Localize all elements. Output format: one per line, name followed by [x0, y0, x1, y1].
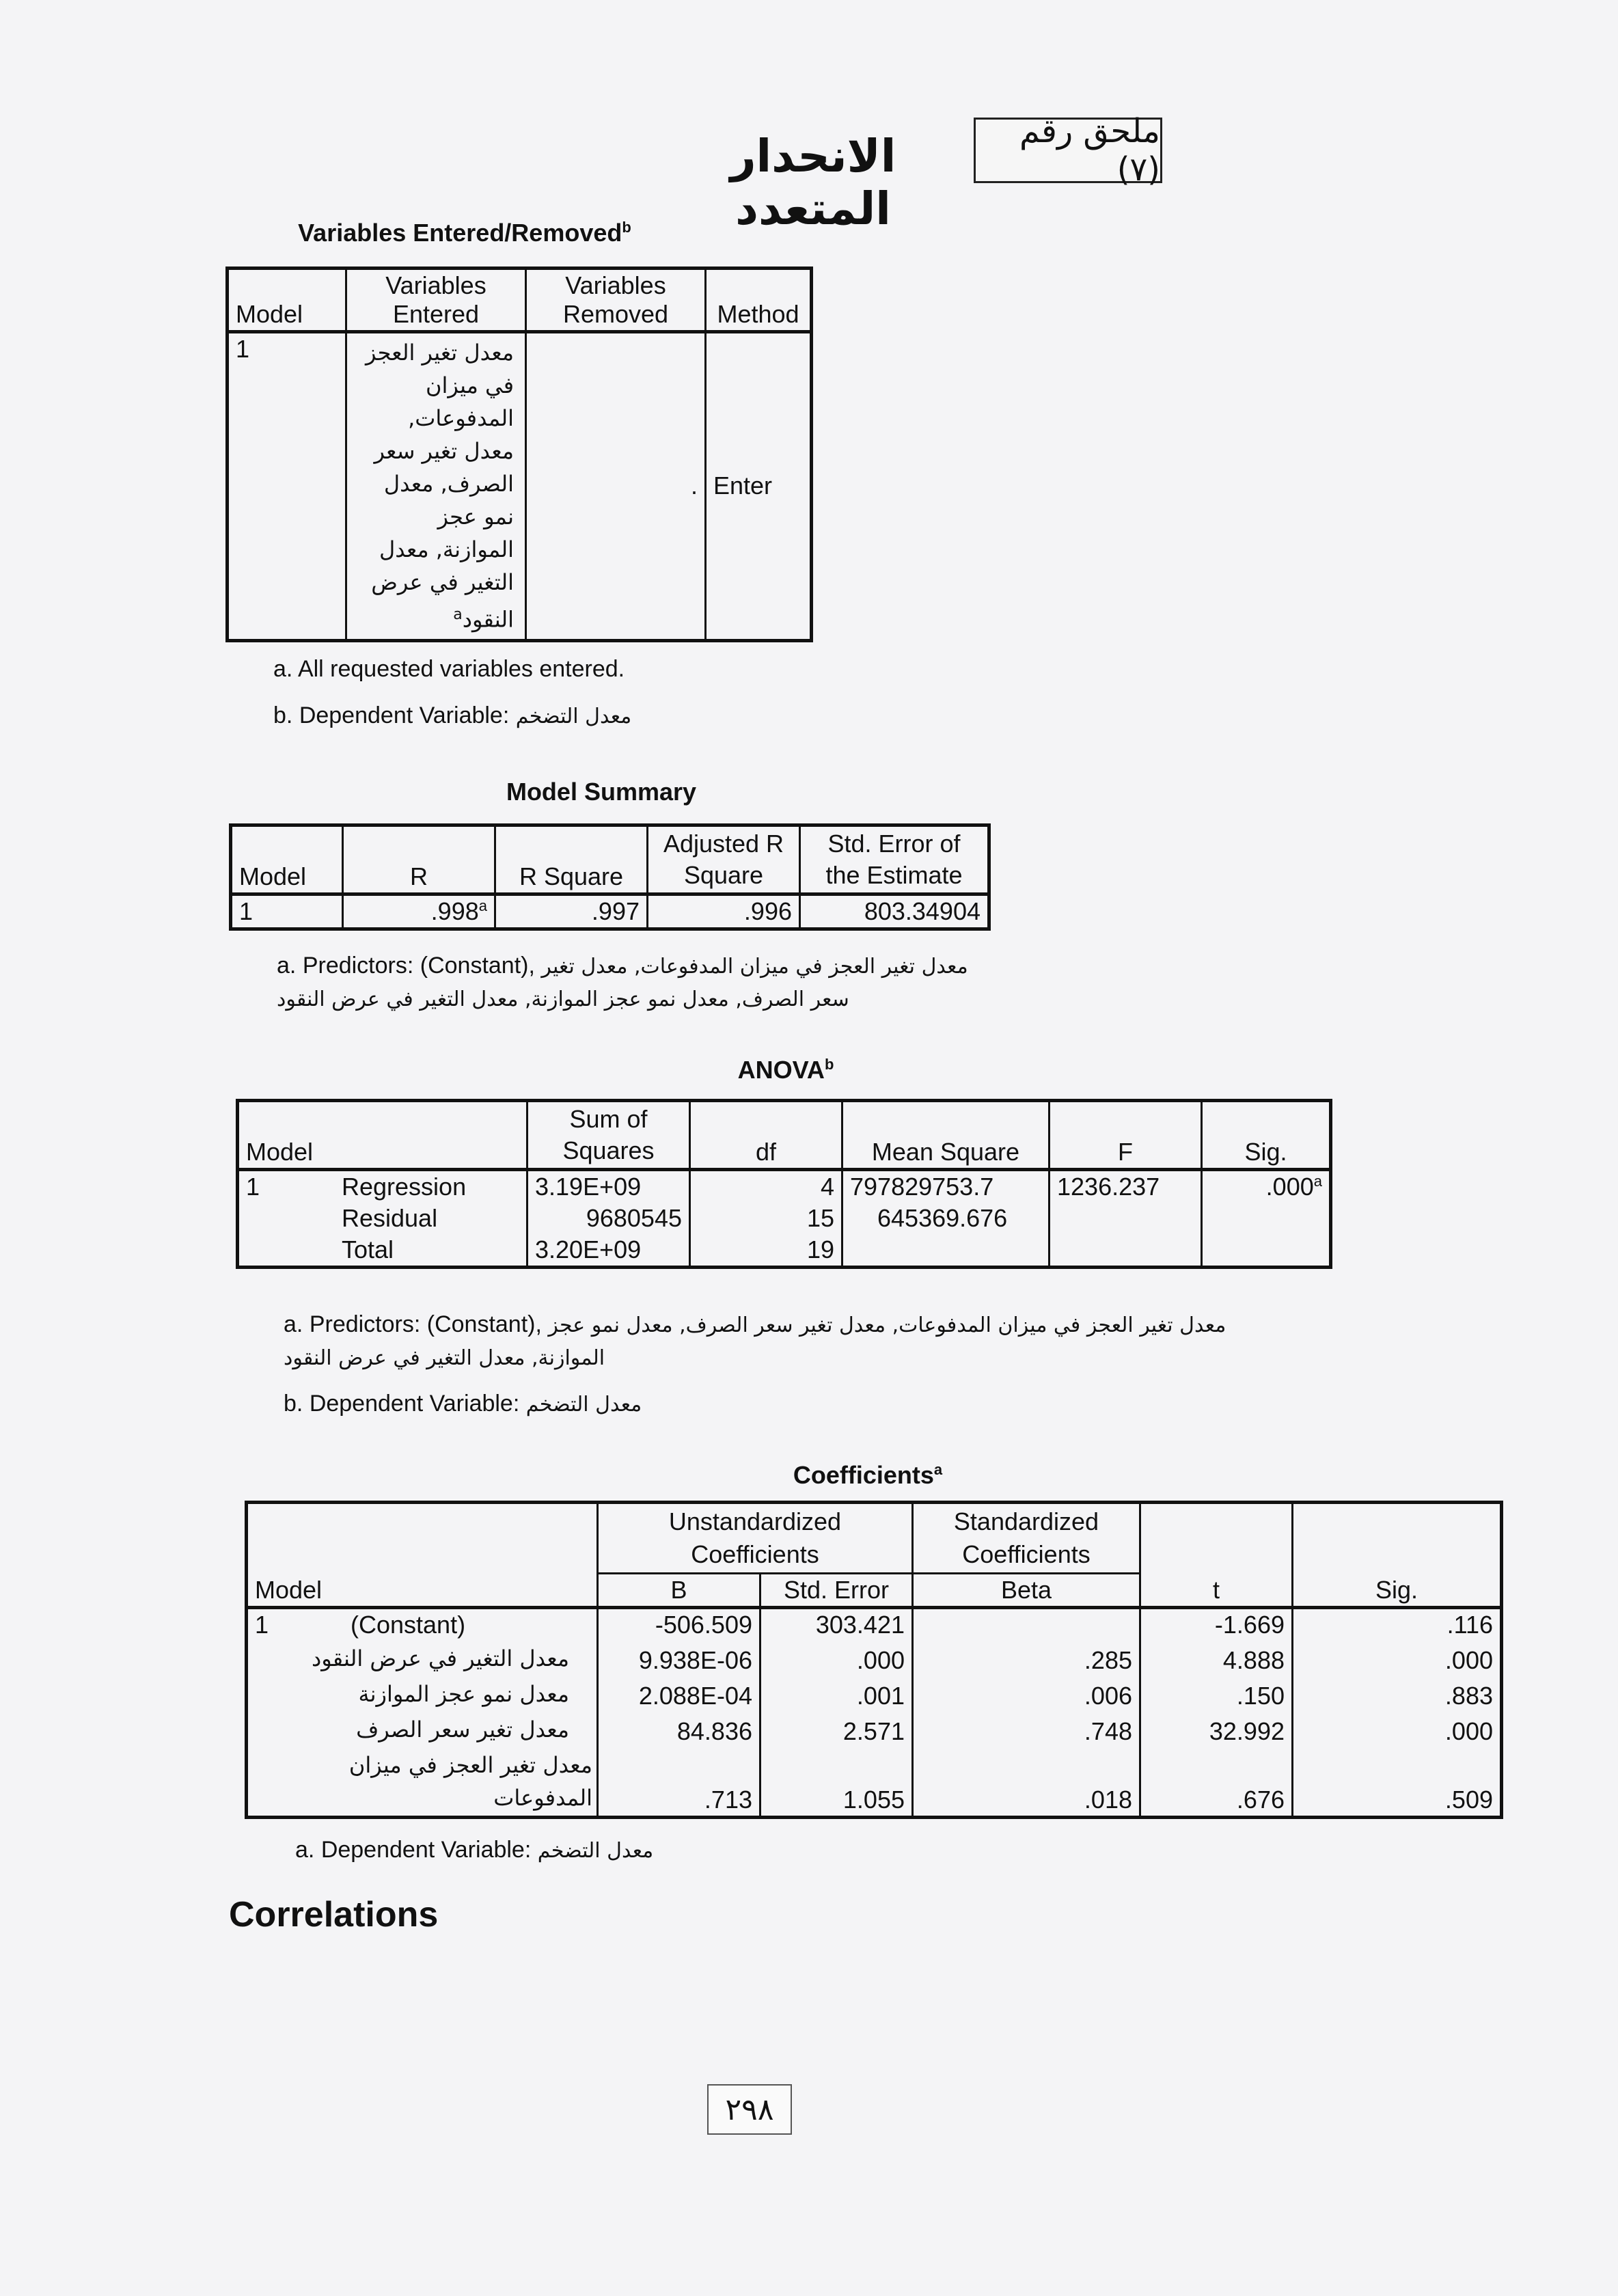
correlations-heading: Correlations [229, 1895, 439, 1935]
beta-value: .006 [913, 1676, 1140, 1712]
header-beta: Beta [913, 1574, 1140, 1608]
table-row [247, 1608, 1502, 1641]
row-label: معدل تغير العجز في ميزان المدفوعات [247, 1747, 598, 1818]
table-row [238, 1170, 1331, 1203]
header-mean-square: Mean Square [842, 1101, 1050, 1170]
se-value: .001 [760, 1676, 913, 1712]
model-number: 1 [231, 894, 343, 929]
beta-value: .285 [913, 1641, 1140, 1676]
header-sum-of-squares: Sum of Squares [527, 1101, 690, 1170]
sig-value: .883 [1444, 1682, 1493, 1710]
row-label: معدل تغير سعر الصرف [247, 1712, 598, 1747]
residual-label: Residual [238, 1203, 527, 1234]
model-summary-note-a: a. Predictors: (Constant), معدل تغير العجز في ميزان المدفوعات, معدل تغير سعر الصرف, معدل نمو عجز الموازنة, معدل التغير في عرض النقود [277, 953, 968, 1011]
se-value: 303.421 [760, 1608, 913, 1641]
variables-table [225, 266, 813, 642]
variables-table-title: Variables Entered/Removed$^b$ [298, 219, 631, 247]
regression-f: 1236.237 [1050, 1170, 1202, 1203]
t-value: .676 [1140, 1747, 1293, 1818]
row-label: معدل نمو عجز الموازنة [247, 1676, 598, 1712]
regression-label: 1 Regression [238, 1170, 527, 1203]
header-sig: Sig. [1375, 1576, 1418, 1604]
header-model: Model [247, 1503, 598, 1608]
page-number: ٢٩٨ [707, 2084, 792, 2135]
row-label: 1 (Constant) [247, 1608, 598, 1641]
b-value: .713 [598, 1747, 760, 1818]
b-value: 84.836 [598, 1712, 760, 1747]
model-summary-table [229, 823, 991, 931]
residual-ms: 645369.676 [842, 1203, 1050, 1234]
header-df: df [690, 1101, 842, 1170]
b-value: -506.509 [598, 1608, 760, 1641]
std-error-value: 803.34904 [864, 897, 981, 925]
t-value: .150 [1140, 1676, 1293, 1712]
table-row [247, 1676, 1502, 1712]
total-label: Total [238, 1234, 527, 1268]
variables-entered-cell: معدل تغير العجز في ميزان المدفوعات, معدل تغير سعر الصرف, معدل نمو عجز الموازنة, معدل التغير في عرض النقود$^a$ [346, 332, 526, 641]
table-row [238, 1234, 1331, 1268]
se-value: 2.571 [760, 1712, 913, 1747]
header-t: t [1140, 1503, 1293, 1608]
b-value: 9.938E-06 [598, 1641, 760, 1676]
coefficients-note-a: a. Dependent Variable: معدل التضخم [295, 1837, 654, 1863]
adjusted-r-square-value: .996 [648, 894, 800, 929]
beta-value: .748 [913, 1712, 1140, 1747]
anova-title: ANOVA$^b$ [737, 1056, 834, 1084]
r-value: .998$^a$ [343, 894, 495, 929]
regression-ms: 797829753.7 [842, 1170, 1050, 1203]
r-square-value: .997 [495, 894, 648, 929]
header-f: F [1050, 1101, 1202, 1170]
model-summary-title: Model Summary [506, 778, 697, 806]
residual-ss: 9680545 [527, 1203, 690, 1234]
method-cell: Enter [713, 472, 773, 500]
header-variables-removed: Variables Removed [526, 269, 706, 332]
anova-note-a: a. Predictors: (Constant), معدل تغير العجز في ميزان المدفوعات, معدل تغير سعر الصرف, معدل نمو عجز الموازنة, معدل التغير في عرض النقود [284, 1311, 1226, 1370]
header-std-error: Std. Error of the Estimate [825, 830, 963, 889]
note-a: a. All requested variables entered. [273, 656, 625, 682]
header-method: Method [717, 300, 799, 328]
b-value: 2.088E-04 [598, 1676, 760, 1712]
header-adjusted-r-square: Adjusted R Square [648, 825, 800, 894]
regression-ss: 3.19E+09 [527, 1170, 690, 1203]
total-df: 19 [690, 1234, 842, 1268]
annex-label: ملحق رقم (٧) [974, 118, 1162, 183]
beta-value: .018 [913, 1747, 1140, 1818]
header-b: B [598, 1574, 760, 1608]
anova-table [236, 1099, 1332, 1269]
header-std-error: Std. Error [760, 1574, 913, 1608]
page-title: الانحدار المتعدد [730, 130, 896, 235]
t-value: 32.992 [1140, 1712, 1293, 1747]
header-unstandardized: Unstandardized Coefficients [598, 1503, 913, 1574]
regression-df: 4 [690, 1170, 842, 1203]
residual-sig [1202, 1203, 1331, 1234]
header-sig: Sig. [1244, 1138, 1287, 1166]
se-value: 1.055 [760, 1747, 913, 1818]
header-r: R [343, 825, 495, 894]
table-row [247, 1641, 1502, 1676]
coefficients-title: Coefficients$^a$ [793, 1461, 943, 1489]
sig-value: .000 [1444, 1717, 1493, 1745]
anova-note-b: b. Dependent Variable: معدل التضخم [284, 1391, 642, 1417]
sig-value: .000 [1444, 1646, 1493, 1674]
total-ss: 3.20E+09 [527, 1234, 690, 1268]
header-r-square: R Square [495, 825, 648, 894]
total-ms [842, 1234, 1050, 1268]
note-b: b. Dependent Variable: معدل التضخم [273, 702, 632, 728]
table-row [238, 1203, 1331, 1234]
header-model: Model [231, 825, 343, 894]
variables-removed-cell: . [526, 332, 706, 641]
regression-sig: .000$^a$ [1265, 1173, 1322, 1201]
row-label: معدل التغير في عرض النقود [247, 1641, 598, 1676]
t-value: -1.669 [1140, 1608, 1293, 1641]
model-number: 1 [228, 332, 346, 641]
coefficients-table [245, 1501, 1503, 1819]
sig-value: .116 [1446, 1611, 1493, 1639]
header-model: Model [238, 1101, 527, 1170]
header-variables-entered: Variables Entered [346, 269, 526, 332]
table-row [247, 1747, 1502, 1818]
beta-value [913, 1608, 1140, 1641]
residual-f [1050, 1203, 1202, 1234]
t-value: 4.888 [1140, 1641, 1293, 1676]
total-sig [1202, 1234, 1331, 1268]
header-model: Model [228, 269, 346, 332]
total-f [1050, 1234, 1202, 1268]
se-value: .000 [760, 1641, 913, 1676]
sig-value: .509 [1444, 1786, 1493, 1814]
table-row [247, 1712, 1502, 1747]
header-standardized: Standardized Coefficients [913, 1503, 1140, 1574]
residual-df: 15 [690, 1203, 842, 1234]
